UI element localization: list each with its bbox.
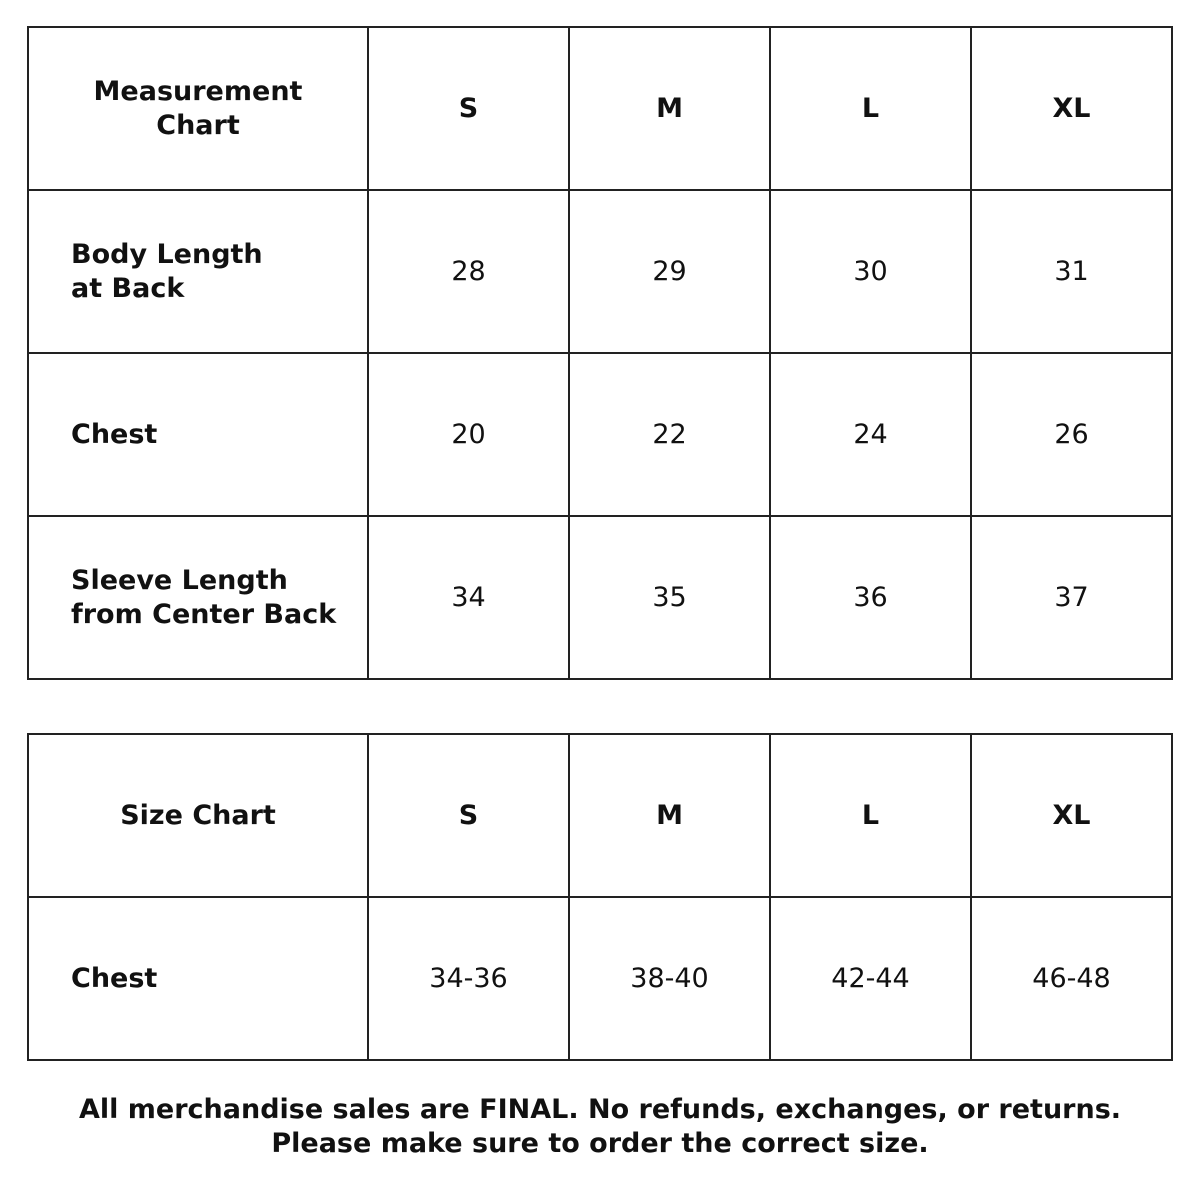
table-cell: 24: [770, 353, 971, 516]
measurement-chart-table: [27, 26, 1173, 680]
row-label-chest: [28, 353, 368, 516]
row-label-line-1: Sleeve Length: [71, 564, 288, 596]
table-cell: 36: [770, 516, 971, 679]
size-header-xl: XL: [971, 734, 1172, 897]
table-cell: 42-44: [770, 897, 971, 1060]
table-cell: 37: [971, 516, 1172, 679]
size-header-s: S: [368, 734, 569, 897]
row-label-body-length: [28, 190, 368, 353]
table-cell: 35: [569, 516, 770, 679]
measurement-header-row: [28, 27, 1172, 190]
table-row: [28, 516, 1172, 679]
table-cell: 34-36: [368, 897, 569, 1060]
table-cell: 46-48: [971, 897, 1172, 1060]
sales-notice: [0, 1093, 1200, 1161]
measurement-title-line-2: Chart: [156, 109, 240, 141]
row-label-line-1: Chest: [71, 418, 158, 450]
measurement-chart-title: [28, 27, 368, 190]
notice-line-1: All merchandise sales are FINAL. No refunds, exchanges, or returns.: [78, 1094, 1122, 1125]
table-cell: 26: [971, 353, 1172, 516]
size-header-l: L: [770, 27, 971, 190]
row-label-chest: Chest: [28, 897, 368, 1060]
size-header-row: [28, 734, 1172, 897]
table-row: [28, 190, 1172, 353]
table-cell: 34: [368, 516, 569, 679]
table-row: [28, 897, 1172, 1060]
row-label-line-1: Body Length: [71, 238, 263, 270]
size-chart-table: [27, 733, 1173, 1061]
table-cell: 38-40: [569, 897, 770, 1060]
row-label-line-2: from Center Back: [71, 598, 337, 630]
table-cell: 20: [368, 353, 569, 516]
table-cell: 31: [971, 190, 1172, 353]
table-cell: 30: [770, 190, 971, 353]
size-header-l: L: [770, 734, 971, 897]
row-label-sleeve-length: [28, 516, 368, 679]
size-header-xl: XL: [971, 27, 1172, 190]
row-label-line-2: at Back: [71, 272, 185, 304]
size-chart-title: Size Chart: [28, 734, 368, 897]
table-cell: 29: [569, 190, 770, 353]
notice-line-2: Please make sure to order the correct size.: [271, 1128, 929, 1159]
size-header-s: S: [368, 27, 569, 190]
size-header-m: M: [569, 27, 770, 190]
size-header-m: M: [569, 734, 770, 897]
table-cell: 28: [368, 190, 569, 353]
table-cell: 22: [569, 353, 770, 516]
table-row: [28, 353, 1172, 516]
measurement-title-line-1: Measurement: [93, 75, 303, 107]
